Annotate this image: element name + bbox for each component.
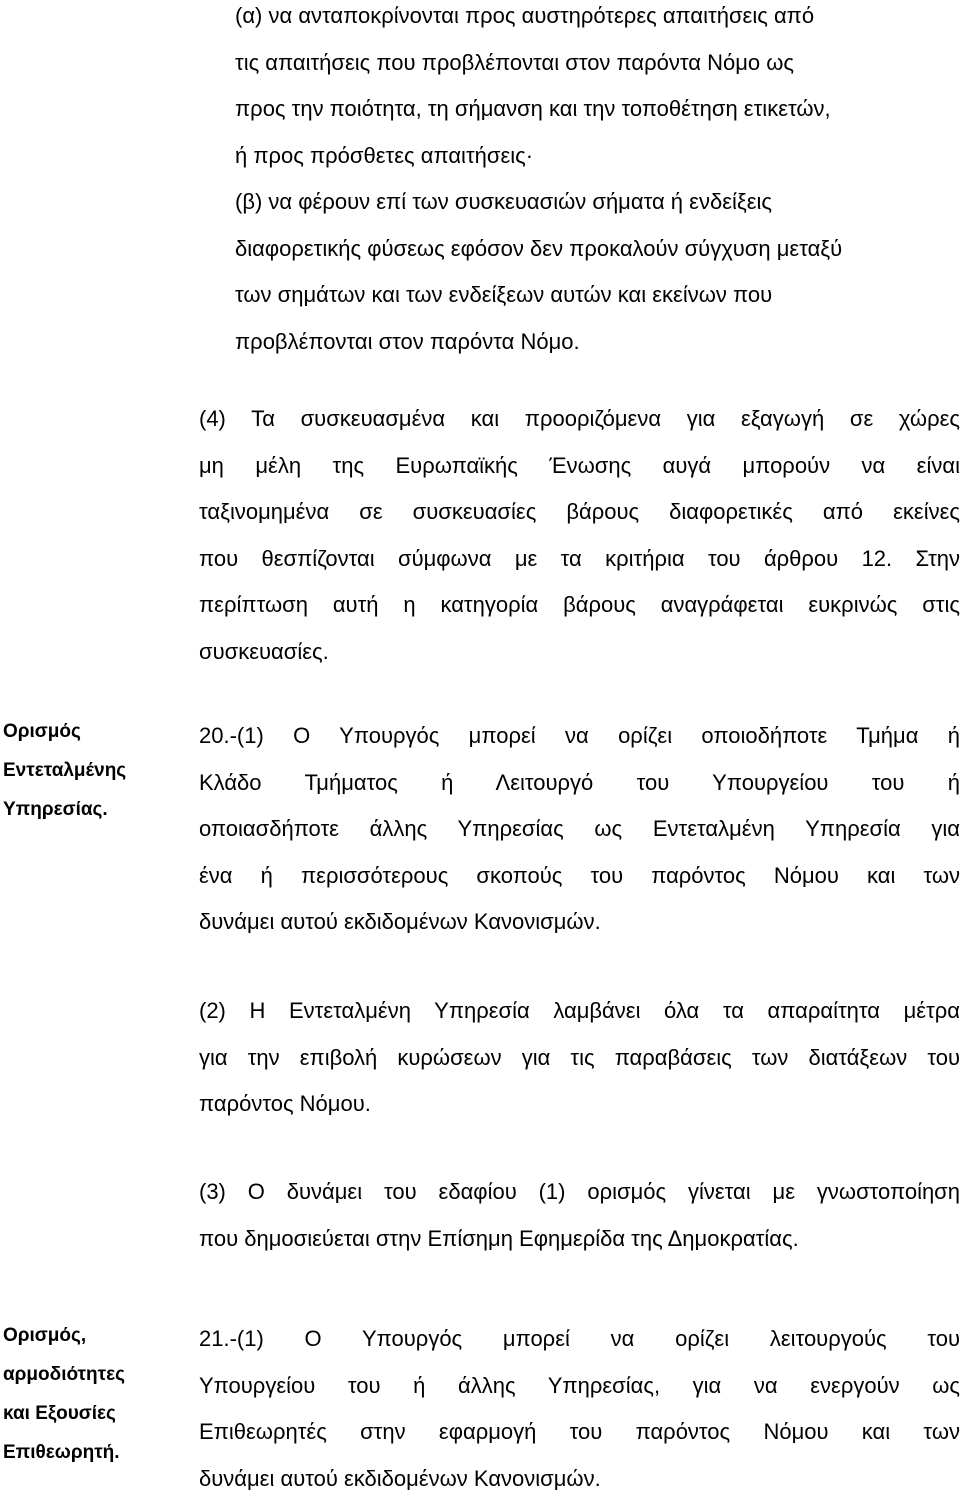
text-line: Κλάδο Τμήματος ή Λειτουργό του Υπουργείου του ή: [199, 760, 960, 807]
text-line: για την επιβολή κυρώσεων για τις παραβάσεις των διατάξεων του: [199, 1035, 960, 1082]
text-line: (β) να φέρουν επί των συσκευασιών σήματα ή ενδείξεις: [235, 179, 930, 226]
text-line: (4) Τα συσκευασμένα και προοριζόμενα για εξαγωγή σε χώρες: [199, 396, 960, 443]
margin-note-line: Υπηρεσίας.: [3, 790, 126, 829]
section-21-paragraph-1: [199, 1316, 960, 1502]
paragraph-4: [199, 396, 960, 675]
text-line: τις απαιτήσεις που προβλέπονται στον παρόντα Νόμο ως: [235, 40, 930, 87]
margin-note-line: αρμοδιότητες: [3, 1355, 125, 1394]
section-20-paragraph-2: [199, 988, 960, 1128]
text-line: ένα ή περισσότερους σκοπούς του παρόντος Νόμου και των: [199, 853, 960, 900]
section-21-margin-note: [3, 1316, 125, 1472]
margin-note-line: και Εξουσίες: [3, 1394, 125, 1433]
text-line: παρόντος Νόμου.: [199, 1081, 960, 1128]
text-line: ή προς πρόσθετες απαιτήσεις·: [235, 133, 930, 180]
text-line: Υπουργείου του ή άλλης Υπηρεσίας, για να ενεργούν ως: [199, 1363, 960, 1410]
margin-note-line: Επιθεωρητή.: [3, 1433, 125, 1472]
text-line: (α) να ανταποκρίνονται προς αυστηρότερες απαιτήσεις από: [235, 0, 930, 40]
section-20-margin-note: [3, 712, 126, 829]
text-line: (2) Η Εντεταλμένη Υπηρεσία λαμβάνει όλα τα απαραίτητα μέτρα: [199, 988, 960, 1035]
text-line: δυνάμει αυτού εκδιδομένων Κανονισμών.: [199, 899, 960, 946]
text-line: 21.-(1) Ο Υπουργός μπορεί να ορίζει λειτουργούς του: [199, 1316, 960, 1363]
text-line: 20.-(1) Ο Υπουργός μπορεί να ορίζει οποιοδήποτε Τμήμα ή: [199, 713, 960, 760]
text-line: ταξινομημένα σε συσκευασίες βάρους διαφορετικές από εκείνες: [199, 489, 960, 536]
text-line: δυνάμει αυτού εκδιδομένων Κανονισμών.: [199, 1456, 960, 1502]
text-line: προβλέπονται στον παρόντα Νόμο.: [235, 319, 930, 366]
margin-note-line: Ορισμός,: [3, 1316, 125, 1355]
text-line: μη μέλη της Ευρωπαϊκής Ένωσης αυγά μπορούν να είναι: [199, 443, 960, 490]
text-line: που θεσπίζονται σύμφωνα με τα κριτήρια του άρθρου 12. Στην: [199, 536, 960, 583]
text-line: διαφορετικής φύσεως εφόσον δεν προκαλούν σύγχυση μεταξύ: [235, 226, 930, 273]
section-20-paragraph-3: [199, 1169, 960, 1262]
text-line: Επιθεωρητές στην εφαρμογή του παρόντος Νόμου και των: [199, 1409, 960, 1456]
text-line: των σημάτων και των ενδείξεων αυτών και εκείνων που: [235, 272, 930, 319]
text-line: προς την ποιότητα, τη σήμανση και την τοποθέτηση ετικετών,: [235, 86, 930, 133]
margin-note-line: Εντεταλμένης: [3, 751, 126, 790]
text-line: οποιασδήποτε άλλης Υπηρεσίας ως Εντεταλμένη Υπηρεσία για: [199, 806, 960, 853]
subparagraph-list: [235, 0, 930, 365]
text-line: που δημοσιεύεται στην Επίσημη Εφημερίδα της Δημοκρατίας.: [199, 1216, 960, 1263]
margin-note-line: Ορισμός: [3, 712, 126, 751]
text-line: (3) Ο δυνάμει του εδαφίου (1) ορισμός γίνεται με γνωστοποίηση: [199, 1169, 960, 1216]
text-line: περίπτωση αυτή η κατηγορία βάρους αναγράφεται ευκρινώς στις: [199, 582, 960, 629]
section-20-paragraph-1: [199, 713, 960, 946]
text-line: συσκευασίες.: [199, 629, 960, 676]
